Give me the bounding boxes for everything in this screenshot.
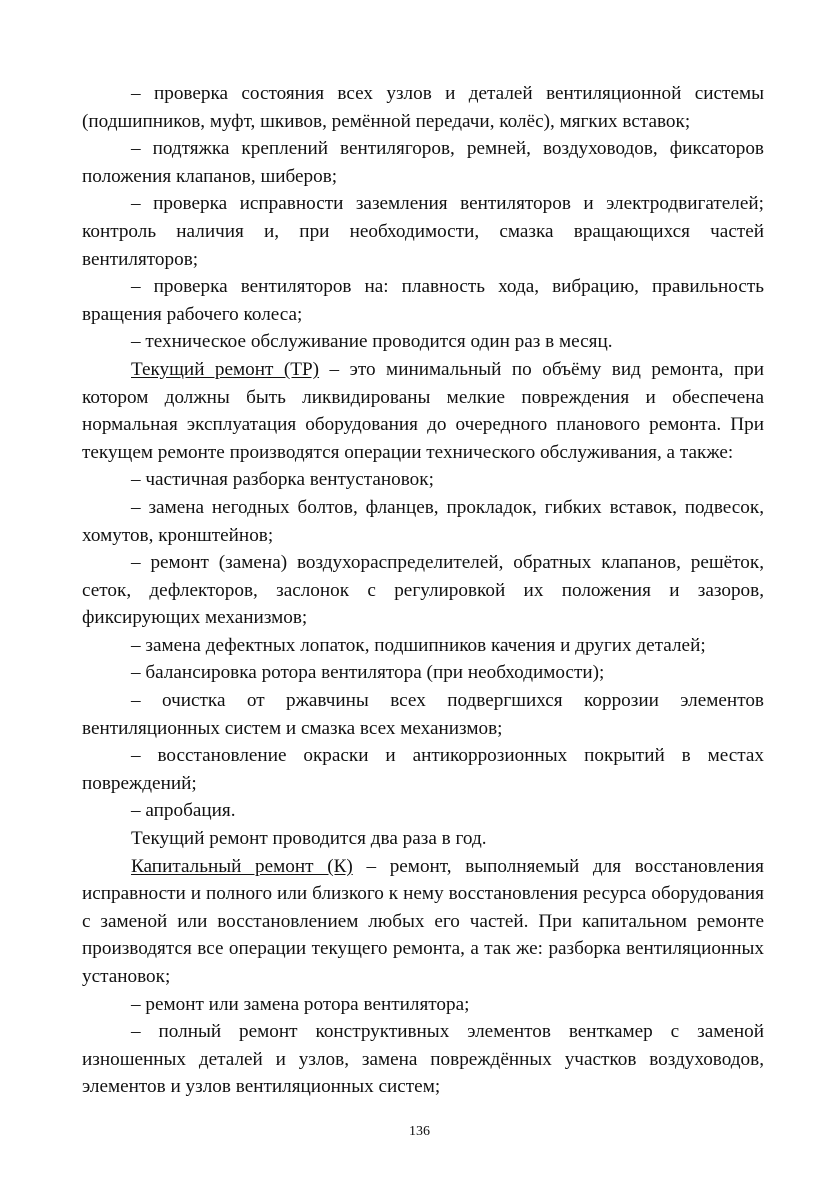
list-item: – подтяжка креплений вентилягоров, ремней, воздуховодов, фиксаторов положения клапанов, шиберов; — [82, 138, 764, 187]
tr-definition-text: – это минимальный по объёму вид ремонта, при котором должны быть ликвидированы мелкие повреждения и обеспечена нормальная эксплуатация оборудования до очередного планового ремонта. При текущем ремонте производятся операции технического обслуживания, а также: — [82, 358, 764, 463]
k-definition-paragraph — [82, 853, 764, 991]
list-item: – ремонт (замена) воздухораспределителей, обратных клапанов, решёток, сеток, дефлекторов, заслонок с регулировкой их положения и зазоров, фиксирующих механизмов; — [82, 552, 764, 629]
list-item: – апробация. — [131, 800, 236, 822]
k-definition-text: – ремонт, выполняемый для восстановления исправности и полного или близкого к нему восстановления ресурса оборудования с заменой или восстановлением любых его частей. При капитальном ремонте производятся все операции текущего ремонта, а так же: разборка вентиляционных установок; — [82, 855, 765, 987]
list-item: – техническое обслуживание проводится один раз в месяц. — [131, 331, 613, 353]
list-item: – замена дефектных лопаток, подшипников качения и других деталей; — [131, 634, 706, 656]
list-item: – полный ремонт конструктивных элементов венткамер с заменой изношенных деталей и узлов, замена повреждённых участков воздуховодов, элементов и узлов вентиляционных систем; — [82, 1021, 764, 1098]
page-number: 136 — [409, 1124, 430, 1139]
list-item: – восстановление окраски и антикоррозионных покрытий в местах повреждений; — [82, 745, 764, 794]
list-item: – проверка вентиляторов на: плавность хода, вибрацию, правильность вращения рабочего колеса; — [82, 276, 764, 325]
list-item: – проверка исправности заземления вентиляторов и электродвигателей; контроль наличия и, при необходимости, смазка вращающихся частей вентиляторов; — [82, 193, 764, 270]
list-item: – балансировка ротора вентилятора (при необходимости); — [131, 662, 605, 684]
list-item: – очистка от ржавчины всех подвергшихся коррозии элементов вентиляционных систем и смазка всех механизмов; — [82, 690, 764, 739]
tr-frequency-paragraph: Текущий ремонт проводится два раза в год. — [131, 828, 487, 850]
list-item: – ремонт или замена ротора вентилятора; — [131, 993, 470, 1015]
list-item: – проверка состояния всех узлов и деталей вентиляционной системы (подшипников, муфт, шкивов, ремённой передачи, колёс), мягких вставок; — [82, 83, 764, 132]
k-term: Капитальный ремонт (К) — [131, 855, 353, 877]
tr-term: Текущий ремонт (ТР) — [131, 358, 320, 380]
list-item: – замена негодных болтов, фланцев, прокладок, гибких вставок, подвесок, хомутов, кронштейнов; — [82, 496, 764, 546]
page-body — [82, 80, 764, 1101]
list-item: – частичная разборка вентустановок; — [131, 469, 434, 491]
tr-definition-paragraph — [82, 356, 764, 466]
